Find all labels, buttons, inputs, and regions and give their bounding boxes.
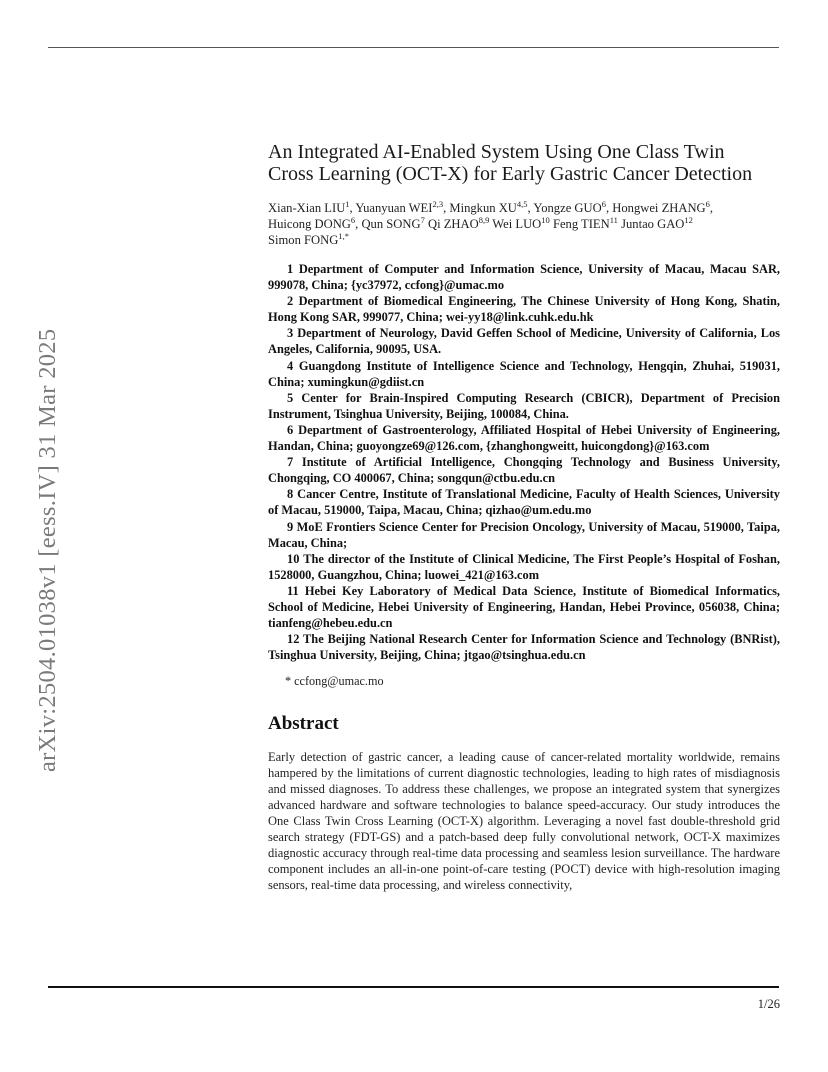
header-rule — [48, 47, 779, 48]
author — [612, 198, 714, 215]
author-separator: , — [355, 217, 362, 231]
author — [268, 230, 349, 247]
author-name: Wei LUO — [492, 217, 542, 231]
affiliation: 8 Cancer Centre, Institute of Translational Medicine, Faculty of Health Sciences, University of Macau, 519000, Taipa, Macau, China; qizhao@um.edu.mo — [268, 487, 780, 518]
author-affil-marker: 12 — [684, 214, 693, 225]
author-affil-marker: 4,5 — [516, 198, 528, 209]
author-name: Mingkun XU — [449, 201, 517, 215]
affiliation: 4 Guangdong Institute of Intelligence Science and Technology, Hengqin, Zhuhai, 519031, China; xumingkun@gdiist.cn — [268, 358, 780, 389]
affiliation: 1 Department of Computer and Information Science, University of Macau, Macau SAR, 999078, China; {yc37972, ccfong}@umac.mo — [268, 262, 780, 293]
author-affil-marker: 7 — [420, 214, 425, 225]
author-separator: , — [605, 201, 613, 215]
author-affil-marker: 8,9 — [478, 214, 490, 225]
author-affil-marker: 1,* — [338, 230, 349, 241]
affiliation: 7 Institute of Artificial Intelligence, Chongqing Technology and Business University, Chongqing, CO 400067, China; songqun@ctbu.edu.cn — [268, 455, 780, 486]
author — [361, 214, 428, 231]
author-name: Simon FONG — [268, 233, 339, 247]
author-affil-marker: 2,3 — [432, 198, 444, 209]
affiliation: 5 Center for Brain-Inspired Computing Research (CBICR), Department of Precision Instrument, Tsinghua University, Beijing, 100084, China. — [268, 390, 780, 421]
author — [355, 198, 450, 215]
affiliation: 2 Department of Biomedical Engineering, The Chinese University of Hong Kong, Shatin, Hong Kong SAR, 999077, China; wei-yy18@link.cuhk.edu.hk — [268, 294, 780, 325]
affiliation: 3 Department of Neurology, David Geffen School of Medicine, University of California, Los Angeles, California, 90095, USA. — [268, 326, 780, 357]
author-separator: , — [527, 201, 534, 215]
affiliation-list — [268, 261, 780, 663]
paper-first-page — [268, 141, 780, 893]
abstract-heading: Abstract — [268, 713, 339, 735]
title-line: Cross Learning (OCT-X) for Early Gastric Cancer Detection — [268, 163, 753, 185]
author-name: Feng TIEN — [552, 217, 610, 231]
author-separator: , — [443, 201, 450, 215]
author-separator: , — [709, 201, 714, 215]
author — [492, 214, 553, 231]
author — [552, 214, 621, 231]
author-name: Juntao GAO — [621, 217, 685, 231]
author-affil-marker: 6 — [601, 198, 606, 209]
author — [533, 198, 613, 215]
author-name: Yongze GUO — [533, 201, 602, 215]
title-line: An Integrated AI-Enabled System Using One Class Twin — [268, 141, 725, 163]
paper-title — [268, 141, 780, 185]
page-number: 1/26 — [757, 997, 780, 1011]
affiliation: 6 Department of Gastroenterology, Affiliated Hospital of Hebei University of Engineering, Handan, China; guoyongze69@126.com, {zhanghongweitt, huicongdong}@163.com — [268, 422, 780, 454]
affiliation: 12 The Beijing National Research Center for Information Science and Technology (BNRist), Tsinghua University, Beijing, China; jtgao@tsinghua.edu.cn — [268, 632, 780, 663]
author-affil-marker: 11 — [609, 214, 618, 225]
author-name: Qun SONG — [361, 217, 421, 231]
author-affil-marker: 10 — [541, 214, 550, 225]
author-name: Yuanyuan WEI — [355, 201, 433, 215]
author — [268, 214, 362, 231]
author-affil-marker: 6 — [350, 214, 356, 225]
author-name: Qi ZHAO — [428, 217, 479, 231]
footer-rule — [48, 986, 779, 988]
author-name: Huicong DONG — [268, 217, 351, 231]
author — [268, 198, 356, 215]
arxiv-identifier-stamp[interactable]: arXiv:2504.01038v1 [eess.IV] 31 Mar 2025 — [34, 328, 61, 772]
affiliation: 9 MoE Frontiers Science Center for Precision Oncology, University of Macau, 519000, Taipa, Macau, China; — [268, 519, 780, 550]
affiliation: 10 The director of the Institute of Clinical Medicine, The First People’s Hospital of Foshan, 1528000, Guangzhou, China; luowei_421@163.com — [268, 551, 780, 582]
author-affil-marker: 6 — [705, 198, 710, 209]
author-name: Hongwei ZHANG — [612, 201, 706, 215]
author-affil-marker: 1 — [345, 198, 350, 209]
author-list — [268, 200, 780, 248]
abstract-text: Early detection of gastric cancer, a leading cause of cancer-related mortality worldwide, remains hampered by the limitations of current diagnostic technologies, leading to high rates of misdiagnosis and missed diagnoses. To address these challenges, we propose an integrated system that synergizes advanced hardware and software technologies to balance speed-accuracy. Our study introduces the One Class Twin Cross Learning (OCT-X) algorithm. Leveraging a novel fast double-threshold grid search strategy (FDT-GS) and a patch-based deep fully convolutional network, OCT-X maximizes diagnostic accuracy through real-time data processing and seamless lesion surveillance. The hardware component includes an all-in-one point-of-care testing (POCT) device with high-resolution imaging sensors, real-time data processing, and wireless connectivity, — [268, 750, 780, 893]
author — [621, 214, 693, 231]
corresponding-author-note: * ccfong@umac.mo — [285, 674, 384, 689]
author — [428, 214, 492, 231]
affiliation: 11 Hebei Key Laboratory of Medical Data Science, Institute of Biomedical Informatics, School of Medicine, Hebei University of Engineering, Handan, Hebei Province, 056038, China; tianfeng@hebeu.edu.cn — [268, 583, 780, 631]
author-separator: , — [349, 201, 356, 215]
author — [449, 198, 534, 215]
author-name: Xian-Xian LIU — [268, 201, 346, 215]
